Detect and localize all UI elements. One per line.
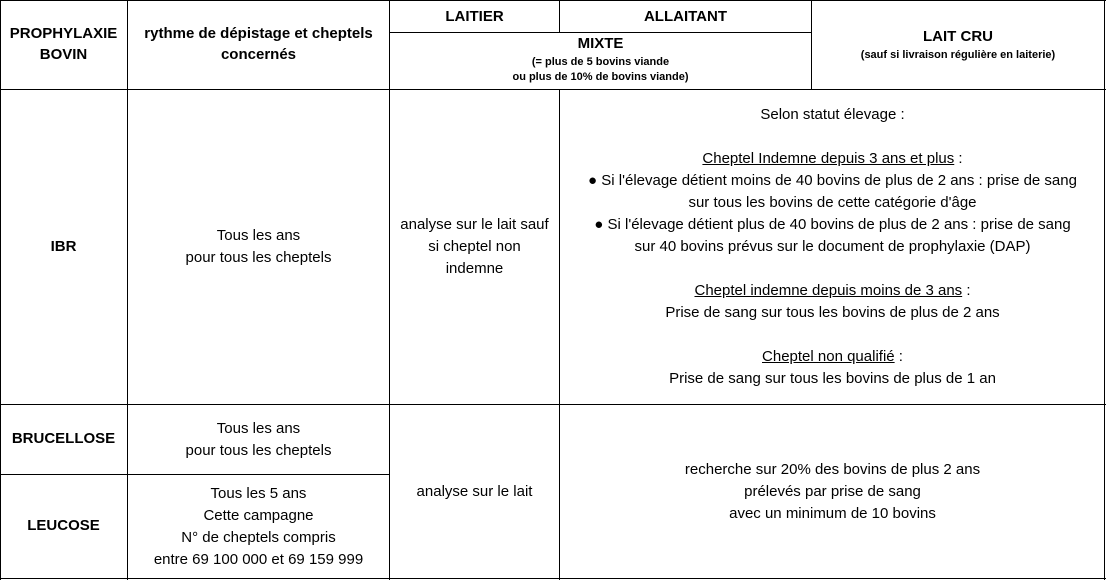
ibr-rhythm: Tous les ans pour tous les cheptels xyxy=(185,227,332,266)
header-rhythm-col: rythme de dépistage et cheptels concernés xyxy=(144,25,373,63)
bullet-icon: ● xyxy=(588,172,598,189)
ibr-allaitant: Selon statut élevage : Cheptel Indemne depuis 3 ans et plus : ● Si l'élevage détient moins de 40 bovins de plus de 2 ans : prise de sang sur tous les bovins de cette catégorie d'âge ● Si l'élevage détient plus de 40 bovins de plus de 2 ans : prise de sang sur 40 bovins prévus sur le document de prophylaxie (DAP) Cheptel indemne depuis moins de 3 ans : Prise de sang sur tous les bovins de plus de 2 ans Cheptel non qualifié : Prise de sang sur tous les bovins de plus de 1 an xyxy=(588,106,1077,387)
bullet-icon: ● xyxy=(594,216,604,233)
non-qualifie-title: Cheptel non qualifié xyxy=(762,348,895,365)
header-disease-col: PROPHYLAXIE BOVIN xyxy=(9,25,118,63)
indemne3-title: Cheptel Indemne depuis 3 ans et plus xyxy=(702,150,955,167)
header-allaitant: ALLAITANT xyxy=(643,8,728,25)
table-border-bottom xyxy=(0,578,1106,579)
indemne-lt3-title: Cheptel indemne depuis moins de 3 ans xyxy=(694,282,963,299)
table-border-left xyxy=(0,0,1,580)
shared-laitier: analyse sur le lait xyxy=(416,483,533,500)
ibr-label: IBR xyxy=(50,238,77,255)
brucellose-rhythm: Tous les ans pour tous les cheptels xyxy=(185,420,332,459)
table-border-top xyxy=(0,0,1106,1)
brucellose-bottom-line xyxy=(0,474,389,475)
header-subline xyxy=(389,32,811,33)
header-lait-cru: LAIT CRU xyxy=(923,28,993,45)
leucose-label: LEUCOSE xyxy=(27,517,100,534)
ibr-bottom-line xyxy=(0,404,1106,405)
header-mixte: MIXTE xyxy=(577,35,624,52)
brucellose-label: BRUCELLOSE xyxy=(11,430,116,447)
leucose-rhythm: Tous les 5 ans Cette campagne N° de cheptels compris entre 69 100 000 et 69 159 999 xyxy=(153,485,364,568)
header-bottom-line xyxy=(0,89,1106,90)
header-mixte-note: (= plus de 5 bovins viande ou plus de 10% de bovins viande) xyxy=(512,56,689,83)
header-laitier: LAITIER xyxy=(445,8,504,25)
shared-allaitant: recherche sur 20% des bovins de plus 2 ans prélevés par prise de sang avec un minimum de 10 bovins xyxy=(684,461,981,522)
header-lait-cru-note: (sauf si livraison régulière en laiterie) xyxy=(860,49,1056,61)
ibr-laitier: analyse sur le lait sauf si cheptel non indemne xyxy=(400,216,549,277)
